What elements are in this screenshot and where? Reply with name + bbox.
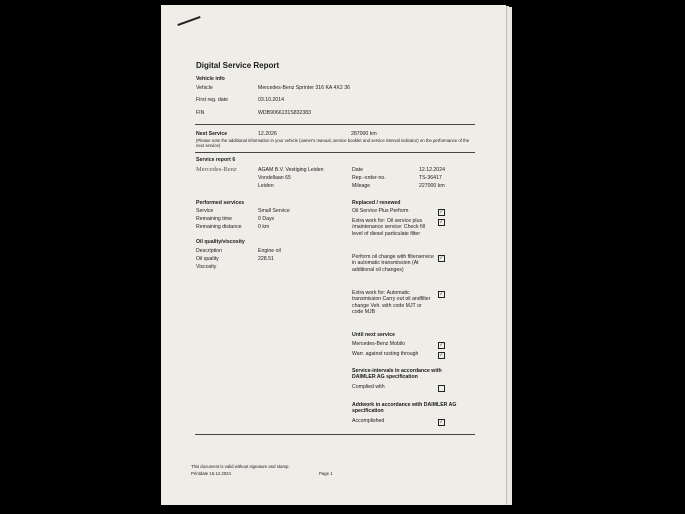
dealer-line-2: Vondellaan 65 (258, 175, 291, 181)
replaced-checkbox-4: ✓ (439, 291, 444, 296)
replaced-heading: Replaced / renewed (352, 200, 401, 206)
remaining-time-label: Remaining time (196, 216, 233, 222)
pen-mark (177, 16, 200, 26)
addwork-checkbox: ✓ (439, 419, 444, 424)
replaced-item-4: Extra work for: Automatic transmission Carry out oil andfilter change Veh. with code MJT or code MJB (352, 290, 431, 316)
oil-heading: Oil quality/viscosity (196, 239, 245, 245)
mileage-value: 227000 km (419, 183, 445, 189)
next-service-label: Next Service (196, 131, 228, 137)
brand-logo: Mercedes-Benz (196, 166, 237, 173)
footer-note: This document is valid without signature and stamp. (191, 464, 290, 469)
intervals-heading: Service-intervals in accordance with DAIMLER AG specification (352, 368, 442, 381)
order-value: TS-36417 (419, 175, 442, 181)
service-label: Service (196, 208, 214, 214)
oil-quality-label: Oil quality (196, 256, 219, 262)
replaced-checkbox-2: ✓ (439, 219, 444, 224)
addwork-item: Accomplished (352, 418, 385, 424)
footer-printdate: Printdate 16.12.2024 (191, 471, 231, 476)
remaining-distance-value: 0 km (258, 224, 270, 230)
oil-quality-value: 228.51 (258, 256, 274, 262)
until-next-checkbox-1: ✓ (439, 342, 444, 347)
replaced-item-2: Extra work for: Oil service plus /maintenance service: Check fill level of diesel particulate filter (352, 218, 425, 237)
replaced-checkbox-1: ✓ (439, 209, 444, 214)
vehicle-label: Vehicle (196, 85, 213, 91)
report-title: Digital Service Report (196, 61, 280, 70)
service-report-heading: Service report 6 (196, 157, 236, 163)
next-service-date: 12.2026 (258, 131, 277, 137)
divider-top (195, 124, 475, 125)
intervals-checkbox (438, 385, 445, 392)
intervals-item: Complied with (352, 384, 385, 390)
fin-value: WDB9066131S832383 (258, 110, 312, 116)
oil-viscosity-label: Viscosity (196, 264, 217, 270)
mileage-label: Mileage (352, 183, 371, 189)
oil-description-value: Engine oil (258, 248, 281, 254)
replaced-item-1: Oil Service Plus Perform (352, 208, 409, 214)
first-reg-label: First reg. date (196, 97, 229, 103)
until-next-item-2: Warr. against rusting through (352, 351, 419, 357)
dealer-line-3: Leiden (258, 183, 274, 189)
first-reg-value: 03.10.2014 (258, 97, 284, 103)
replaced-item-3: Perform oil change with filterservice in automatic transmission (At additional oil changes) (352, 254, 434, 273)
service-value: Small Service (258, 208, 290, 214)
vehicle-info-heading: Vehicle info (196, 76, 225, 82)
date-value: 12.12.2024 (419, 167, 445, 173)
next-service-km: 287000 km (351, 131, 377, 137)
until-next-checkbox-2: ✓ (439, 352, 444, 357)
until-next-item-1: Mercedes-Benz Mobilo (352, 341, 406, 347)
divider-middle (195, 152, 475, 153)
vehicle-value: Mercedes-Benz Sprinter 316 KA 4X2 36 (258, 85, 350, 91)
divider-bottom (195, 434, 475, 435)
dealer-line-1: AGAM B.V. Vestiging Leiden (258, 167, 324, 173)
oil-description-label: Description (196, 248, 222, 254)
order-label: Rep.-order-no. (352, 175, 386, 181)
performed-services-heading: Performed services (196, 200, 245, 206)
service-report-page (161, 5, 506, 505)
footer-page: Page 1 (319, 471, 333, 476)
until-next-heading: Until next service (352, 332, 395, 338)
date-label: Date (352, 167, 363, 173)
addwork-heading: Addwork in accordance with DAIMLER AG specification (352, 402, 457, 415)
fin-label: FIN (196, 110, 205, 116)
remaining-distance-label: Remaining distance (196, 224, 242, 230)
remaining-time-value: 0 Days (258, 216, 275, 222)
replaced-checkbox-3: ✓ (439, 255, 444, 260)
next-service-note: (Please note the additional information in your vehicle (owner's manual, service booklet and service interval indicator) on the performance of the next service) (196, 138, 470, 148)
